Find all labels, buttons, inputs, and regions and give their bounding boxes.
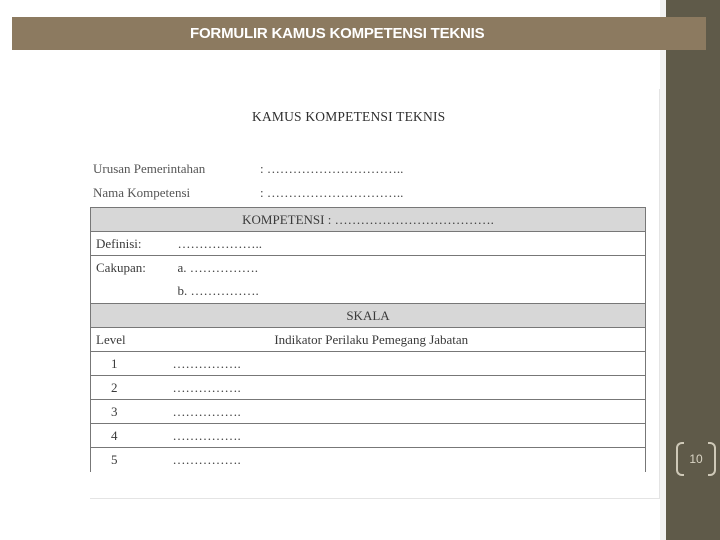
nama-kompetensi-value: : ………………………….. xyxy=(260,185,404,200)
cakupan-label: Cakupan: xyxy=(91,256,173,280)
level-number: 2 xyxy=(91,376,173,400)
level-number: 1 xyxy=(91,352,173,376)
urusan-value: : ………………………….. xyxy=(260,161,404,176)
cakupan-b: b. ……………. xyxy=(173,280,646,304)
level-column-header: Level xyxy=(91,328,173,352)
level-indicator: ……………. xyxy=(173,424,646,448)
level-number: 3 xyxy=(91,400,173,424)
level-indicator: ……………. xyxy=(173,400,646,424)
definisi-value: ……………….. xyxy=(173,232,646,256)
kamus-table xyxy=(90,207,646,472)
nama-kompetensi-label: Nama Kompetensi xyxy=(93,185,191,200)
urusan-label: Urusan Pemerintahan xyxy=(93,161,206,176)
skala-header: SKALA xyxy=(91,304,646,328)
slide-title: FORMULIR KAMUS KOMPETENSI TEKNIS xyxy=(12,17,706,50)
kompetensi-header: KOMPETENSI : ………………………………. xyxy=(91,208,646,232)
document-image xyxy=(90,89,660,499)
level-number: 5 xyxy=(91,448,173,472)
definisi-label: Definisi: xyxy=(91,232,173,256)
page-number xyxy=(676,442,716,476)
level-indicator: ……………. xyxy=(173,448,646,472)
level-indicator: ……………. xyxy=(173,376,646,400)
cakupan-a: a. ……………. xyxy=(173,256,646,280)
cakupan-spacer xyxy=(91,280,173,304)
level-number: 4 xyxy=(91,424,173,448)
document-title: KAMUS KOMPETENSI TEKNIS xyxy=(252,109,446,124)
level-indicator: ……………. xyxy=(173,352,646,376)
page-number-text: 10 xyxy=(689,452,703,466)
indikator-column-header: Indikator Perilaku Pemegang Jabatan xyxy=(173,328,646,352)
